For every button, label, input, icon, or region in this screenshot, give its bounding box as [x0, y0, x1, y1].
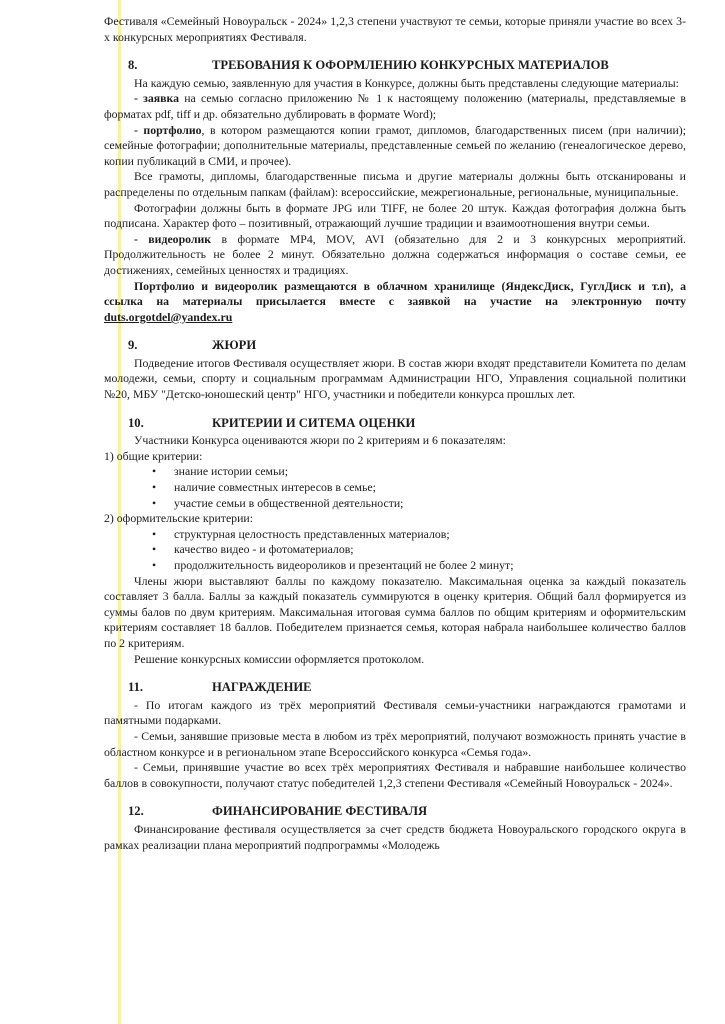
section-title: ТРЕБОВАНИЯ К ОФОРМЛЕНИЮ КОНКУРСНЫХ МАТЕРИАЛОВ — [212, 58, 609, 73]
criteria-list — [104, 464, 686, 511]
email-link[interactable]: duts.orgotdel@yandex.ru — [104, 309, 233, 324]
paragraph: - Семьи, занявшие призовые места в любом из трёх мероприятий, получают возможность принять участие в областном конкурсе и в региональном этапе Всероссийского конкурса «Семья года». — [104, 728, 686, 759]
intro-paragraph: Фестиваля «Семейный Новоуральск - 2024» 1,2,3 степени участвуют те семьи, которые приняли участие во всех 3-х конкурсных мероприятиях Фестиваля. — [104, 14, 686, 44]
section-title: ФИНАНСИРОВАНИЕ ФЕСТИВАЛЯ — [212, 804, 428, 819]
section-title: НАГРАЖДЕНИЕ — [212, 680, 312, 695]
list-item: • качество видео - и фотоматериалов; — [152, 542, 686, 558]
paragraph: На каждую семью, заявленную для участия в Конкурсе, должны быть представлены следующие материалы: — [134, 75, 679, 90]
criteria-group-label: 1) общие критерии: — [104, 448, 203, 463]
paragraph: - Семьи, принявшие участие во всех трёх мероприятиях Фестиваля и набравшие наибольшее количество баллов в совокупности, получают статус победителей 1,2,3 степени Фестиваля «Семейный Новоуральск - 2024». — [104, 760, 686, 790]
section-12-heading — [104, 804, 686, 820]
document-body — [104, 14, 686, 853]
paragraph: Участники Конкурса оцениваются жюри по 2 критериям и 6 показателям: — [134, 433, 506, 448]
paragraph: Решение конкурсных комиссии оформляется протоколом. — [134, 651, 425, 666]
section-number: 12. — [128, 804, 144, 819]
section-title: КРИТЕРИИ И СИТЕМА ОЦЕНКИ — [212, 415, 416, 430]
list-item: • структурная целостность представленных материалов; — [152, 527, 686, 543]
section-number: 11. — [128, 680, 144, 695]
section-number: 10. — [128, 415, 144, 430]
list-item: • знание истории семьи; — [152, 464, 686, 480]
criteria-list — [104, 527, 686, 574]
paragraph: Фотографии должны быть в формате JPG или TIFF, не более 20 штук. Каждая фотография должна быть подписана. Характер фото – позитивный, отражающий лучшие традиции и взаимоотношения внутри семьи. — [104, 200, 686, 231]
paragraph: - По итогам каждого из трёх мероприятий Фестиваля семьи-участники награждаются грамотами и памятными подарками. — [104, 697, 686, 728]
paragraph: - портфолио, в котором размещаются копии грамот, дипломов, благодарственных писем (при наличии); семейные фотографии; дополнительные материалы, представленные семьей по желанию (генеалогическое дерево, копии публикаций в СМИ, и прочее). — [104, 122, 686, 168]
paragraph: - заявка на семью согласно приложению № 1 к настоящему положению (материалы, представляемые в форматах pdf, tiff и др. обязательно дублировать в формате Word); — [104, 91, 686, 121]
section-9-heading — [104, 338, 686, 354]
paragraph: Члены жюри выставляют баллы по каждому показателю. Максимальная оценка за каждый показатель составляет 3 балла. Баллы за каждый показатель суммируются в оценку критерия. Общий балл формируется из суммы балов по двум критериям. Максимальная итоговая сумма баллов по общим критериям и оформительским критериям составляет 18 баллов. Победителем признается семья, которая набрала наибольшее количество баллов по 2 критериям. — [104, 573, 686, 650]
list-item: • продолжительность видеороликов и презентаций не более 2 минут; — [152, 558, 686, 574]
paragraph: Подведение итогов Фестиваля осуществляет жюри. В состав жюри входят представители Комитета по делам молодежи, семьи, спорту и социальным программам Администрации НГО, Управления социальной политики №20, МБУ "Детско-юношеский центр" НГО, участники и победители конкурса прошлых лет. — [104, 355, 686, 402]
list-item: • наличие совместных интересов в семье; — [152, 480, 686, 496]
section-11-heading — [104, 680, 686, 696]
paragraph: Финансирование фестиваля осуществляется за счет средств бюджета Новоуральского городского округа в рамках реализации плана мероприятий подпрограммы «Молодежь — [104, 821, 686, 852]
paragraph-bold: Портфолио и видеоролик размещаются в облачном хранилище (ЯндексДиск, ГуглДиск и т.п), а ссылка на материалы присылается вместе с заявкой на участие на электронную почту duts.orgotdel@yandex.ru — [104, 278, 686, 324]
section-number: 8. — [128, 58, 138, 73]
criteria-group-label: 2) оформительские критерии: — [104, 511, 253, 526]
section-10-heading — [104, 416, 686, 432]
bold-lead: - заявка — [134, 91, 180, 106]
paragraph: Все грамоты, дипломы, благодарственные письма и другие материалы должны быть отсканированы и распределены по отдельным папкам (файлам): всероссийские, межрегиональные, региональные, муниципальные. — [104, 169, 686, 199]
bold-lead: - видеоролик — [134, 231, 212, 246]
section-8-heading — [104, 58, 686, 74]
paragraph: - видеоролик в формате MP4, MOV, AVI (обязательно для 2 и 3 конкурсных мероприятий. Продолжительность не более 2 минут. Обязательно должна содержаться информация о составе семьи, ее достижениях, семейных ценностях и традициях. — [104, 231, 687, 277]
bold-lead: - портфолио — [134, 122, 202, 137]
section-title: ЖЮРИ — [212, 338, 257, 353]
list-item: • участие семьи в общественной деятельности; — [152, 496, 686, 512]
section-number: 9. — [128, 338, 138, 353]
